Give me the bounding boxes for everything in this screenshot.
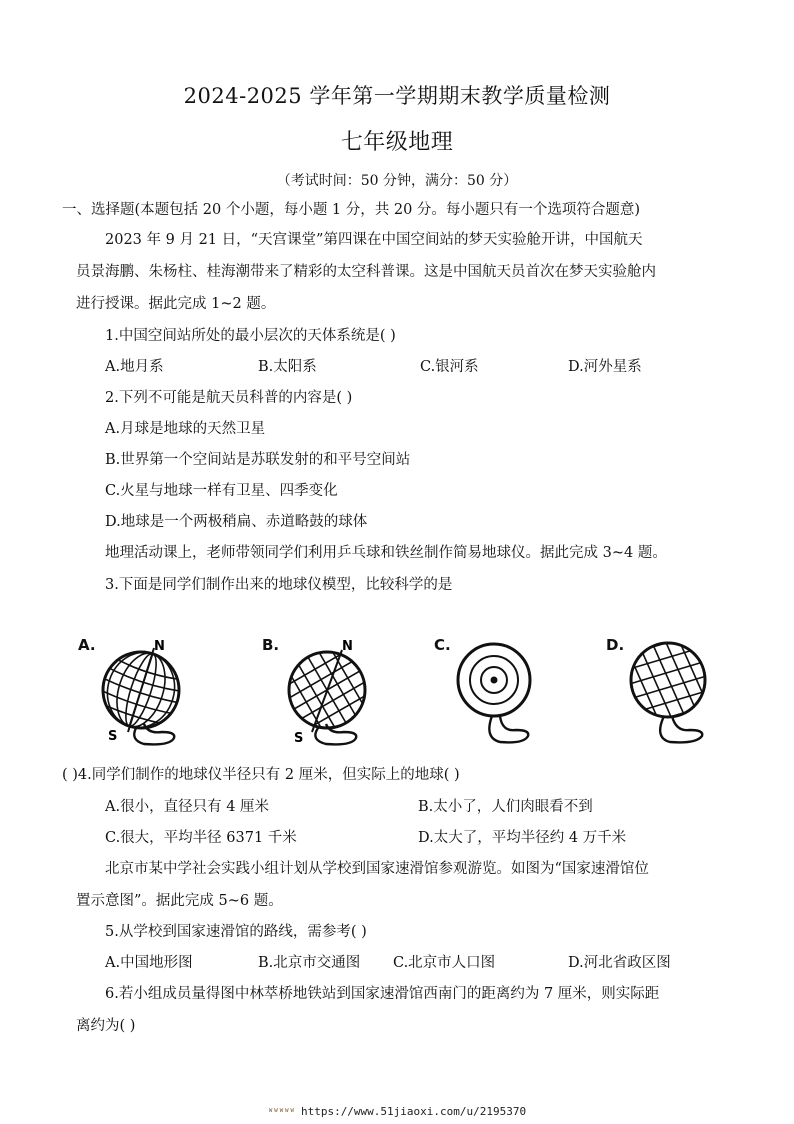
section-heading: 一、选择题(本题包括 20 个小题，每小题 1 分，共 20 分。每小题只有一个选项符合题意): [62, 202, 641, 218]
q1-option-a: A.地月系: [105, 359, 164, 375]
globe-figure-d: [606, 628, 736, 753]
pole-n-label-b: N: [342, 639, 353, 654]
intro-line-2: 员景海鹏、朱杨柱、桂海潮带来了精彩的太空科普课。这是中国航天员首次在梦天实验舱内: [76, 264, 656, 280]
q4-option-d: D.太大了，平均半径约 4 万千米: [418, 830, 627, 846]
footer-source: [0, 1105, 794, 1118]
figure-label-c: C.: [434, 636, 451, 654]
intro-2: 地理活动课上，老师带领同学们利用乒乓球和铁丝制作简易地球仪。据此完成 3~4 题。: [105, 545, 667, 561]
pole-n-label-a: N: [154, 639, 165, 654]
tilted-grid-globe-icon: [78, 628, 208, 753]
intro-line-1: 2023 年 9 月 21 日，“天宫课堂”第四课在中国空间站的梦天实验舱开讲，中国航天: [105, 232, 643, 248]
q3-stem: 3.下面是同学们制作出来的地球仪模型，比较科学的是: [105, 577, 453, 593]
q2-stem: 2.下列不可能是航天员科普的内容是( ): [105, 390, 353, 406]
q5-option-d: D.河北省政区图: [568, 955, 671, 971]
q2-option-b: B.世界第一个空间站是苏联发射的和平号空间站: [105, 452, 411, 468]
footer-watermark: ᵂᵂᵂᵂᵂ: [267, 1108, 295, 1118]
diagonal-grid-globe-icon: [606, 628, 736, 753]
exam-title: 2024-2025 学年第一学期期末教学质量检测: [183, 84, 611, 108]
q5-option-c: C.北京市人口图: [393, 955, 496, 971]
q5-option-a: A.中国地形图: [105, 955, 193, 971]
intro-3-line-1: 北京市某中学社会实践小组计划从学校到国家速滑馆参观游览。如图为“国家速滑馆位: [105, 861, 649, 877]
pole-s-label-a: S: [108, 729, 118, 744]
figure-label-d: D.: [606, 636, 625, 654]
intro-3-line-2: 置示意图”。据此完成 5~6 题。: [76, 893, 283, 909]
q4-option-b: B.太小了，人们肉眼看不到: [418, 799, 593, 815]
q1-stem: 1.中国空间站所处的最小层次的天体系统是( ): [105, 328, 396, 344]
q4-option-c: C.很大，平均半径 6371 千米: [105, 830, 297, 846]
figure-label-b: B.: [262, 636, 280, 654]
exam-subject: 七年级地理: [340, 130, 454, 155]
q2-option-a: A.月球是地球的天然卫星: [105, 421, 266, 437]
q1-option-d: D.河外星系: [568, 359, 642, 375]
globe-figure-a: [78, 628, 208, 753]
q4-option-a: A.很小，直径只有 4 厘米: [105, 799, 270, 815]
q6-stem-line-1: 6.若小组成员量得图中林萃桥地铁站到国家速滑馆西南门的距离约为 7 厘米，则实际距: [105, 986, 660, 1002]
figure-label-a: A.: [78, 636, 96, 654]
concentric-globe-icon: [434, 628, 564, 753]
q2-option-c: C.火星与地球一样有卫星、四季变化: [105, 483, 338, 499]
globe-figure-c: [434, 628, 564, 753]
footer-url-link[interactable]: https://www.51jiaoxi.com/u/2195370: [300, 1105, 527, 1118]
q1-option-b: B.太阳系: [258, 359, 317, 375]
q4-stem: ( )4.同学们制作的地球仪半径只有 2 厘米，但实际上的地球( ): [62, 767, 460, 783]
q2-option-d: D.地球是一个两极稍扁、赤道略鼓的球体: [105, 514, 368, 530]
q6-stem-line-2: 离约为( ): [76, 1018, 136, 1034]
q1-option-c: C.银河系: [420, 359, 479, 375]
q5-stem: 5.从学校到国家速滑馆的路线，需参考( ): [105, 924, 367, 940]
grid-globe-icon: [262, 628, 392, 753]
exam-info: （考试时间：50 分钟，满分：50 分）: [276, 173, 518, 189]
intro-line-3: 进行授课。据此完成 1~2 题。: [76, 296, 276, 312]
pole-s-label-b: S: [294, 731, 304, 746]
globe-figure-b: [262, 628, 392, 753]
q5-option-b: B.北京市交通图: [258, 955, 361, 971]
